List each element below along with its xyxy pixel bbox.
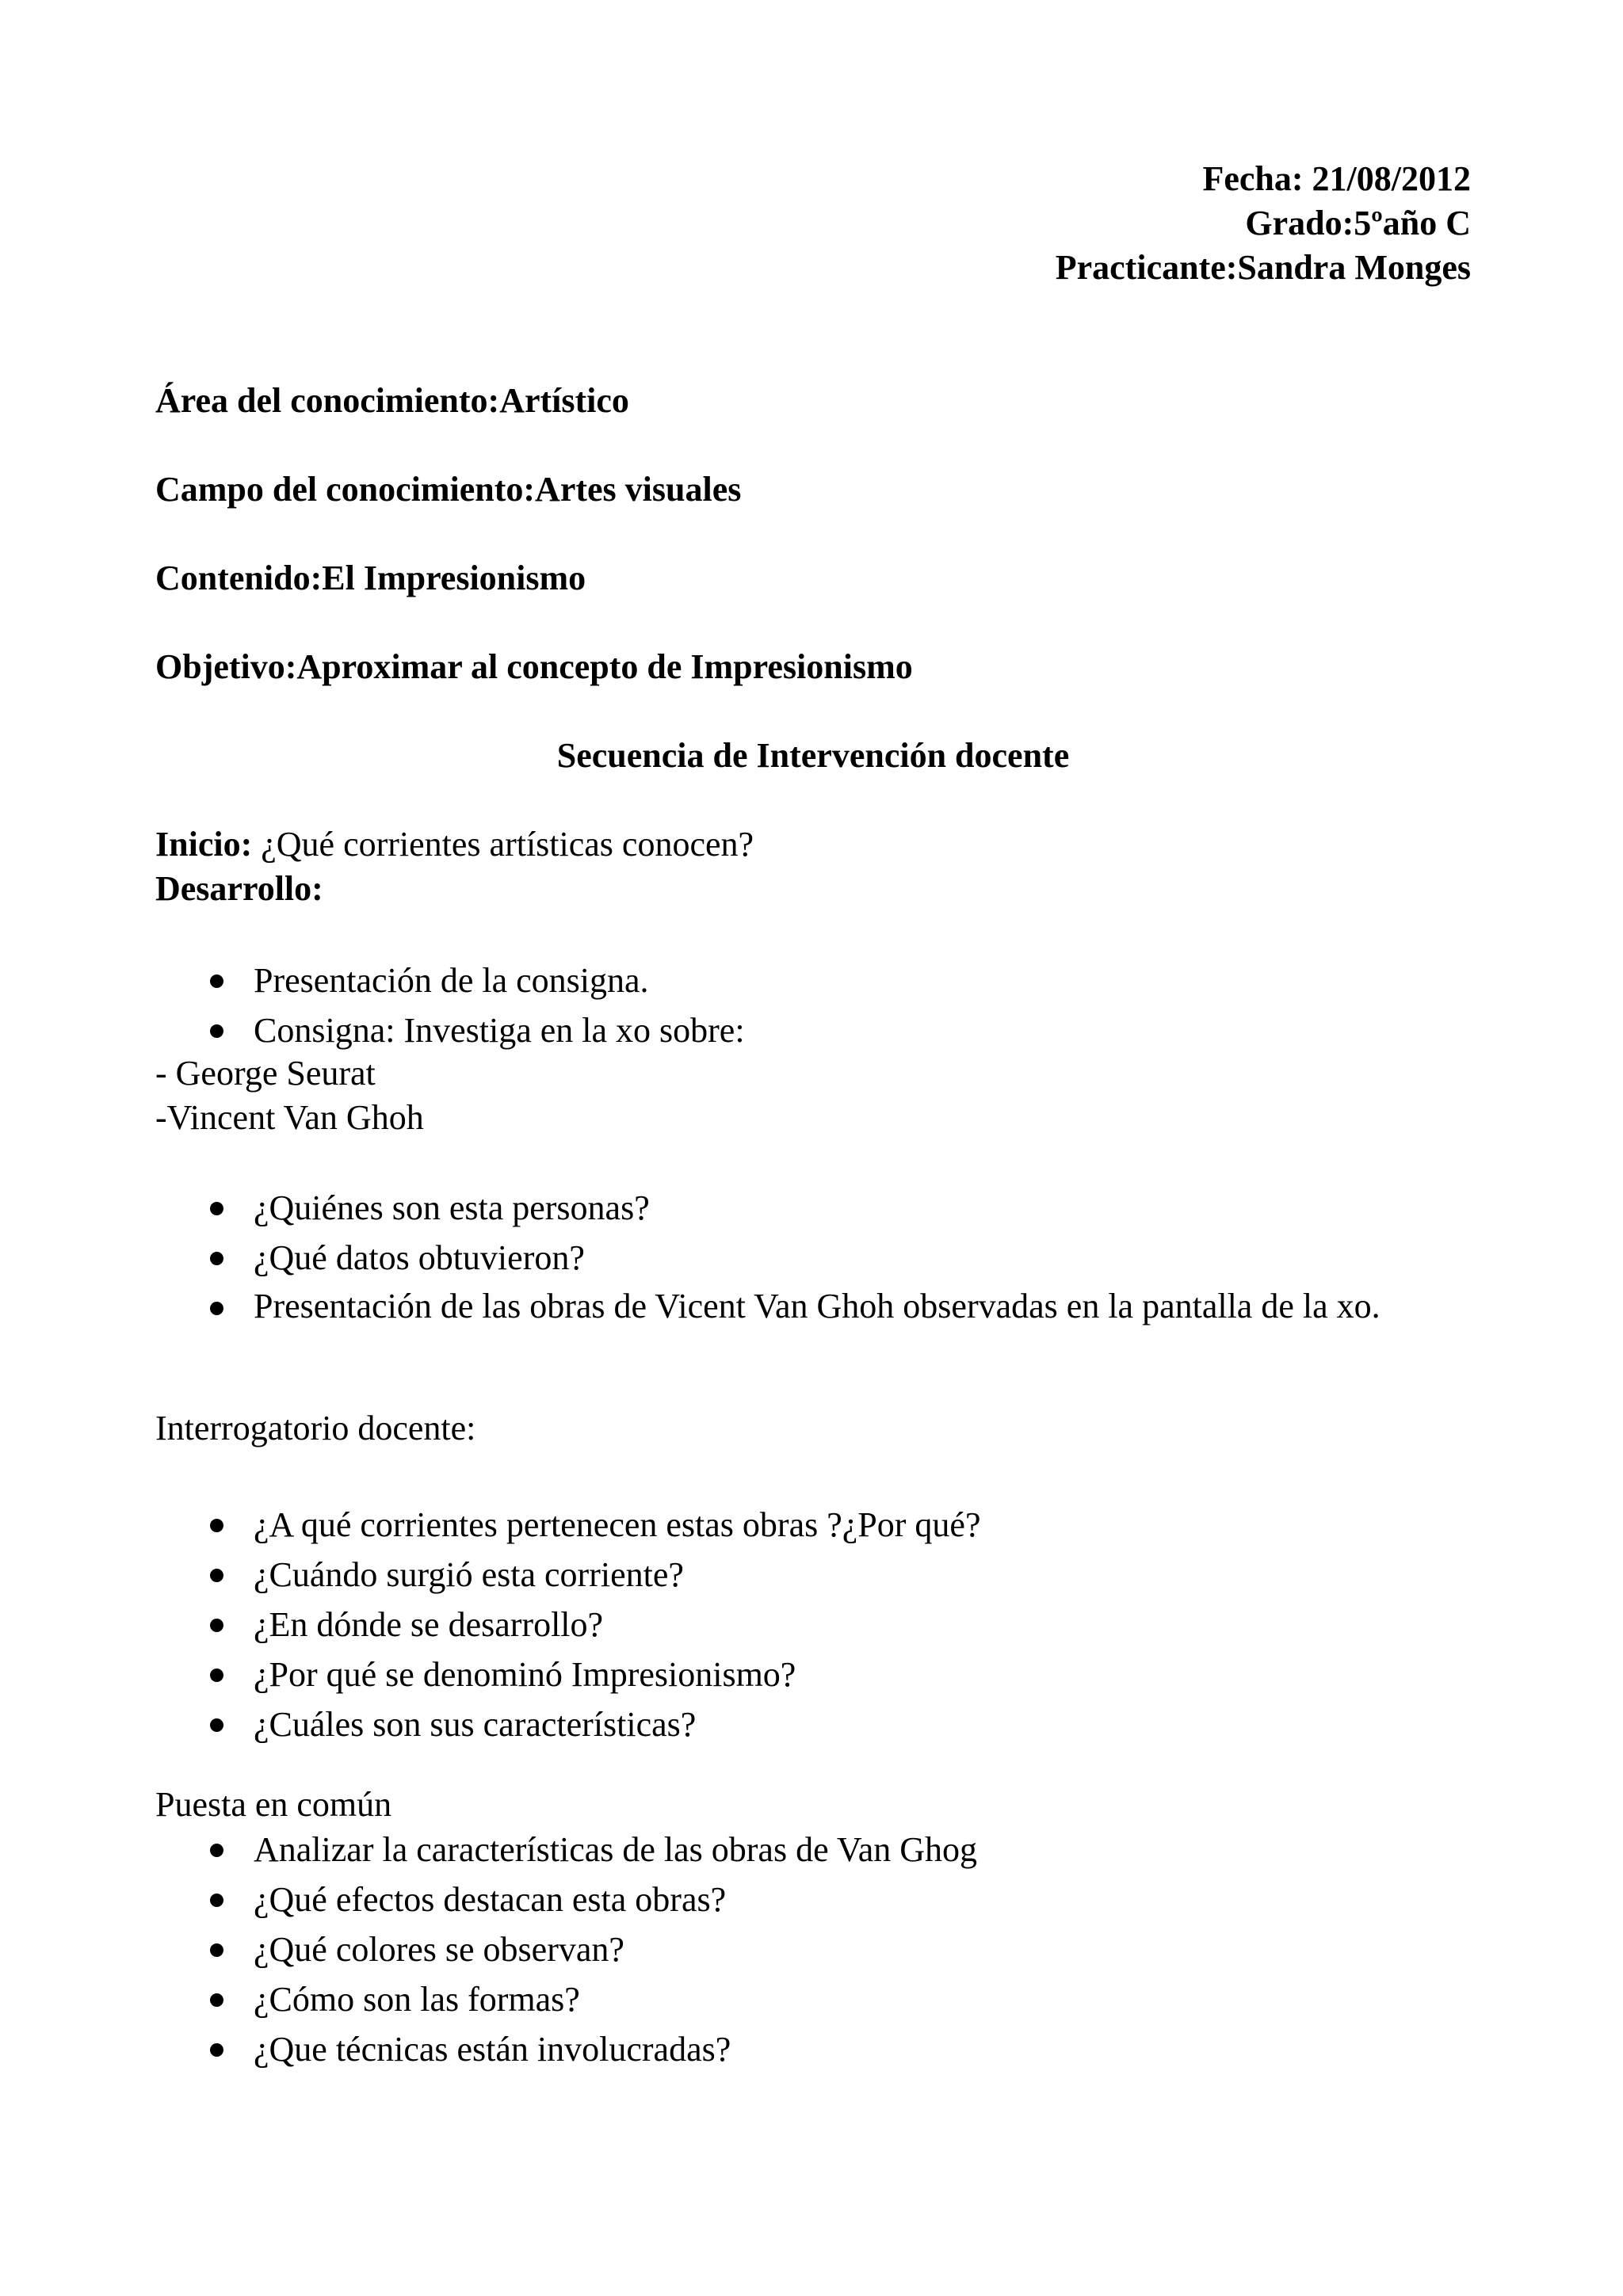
list-item: Consigna: Investiga en la xo sobre: xyxy=(155,1005,1471,1055)
list-item: ¿A qué corrientes pertenecen estas obras ?¿Por qué? xyxy=(155,1500,1471,1550)
list-item: ¿Cuáles son sus características? xyxy=(155,1699,1471,1749)
name-line: -Vincent Van Ghoh xyxy=(155,1098,424,1137)
content-line: Contenido:El Impresionismo xyxy=(155,559,586,597)
start-text: ¿Qué corrientes artísticas conocen? xyxy=(252,825,754,864)
names-block xyxy=(155,1051,1471,1140)
objective-line: Objetivo:Aproximar al concepto de Impresionismo xyxy=(155,647,913,686)
list-item: ¿Quiénes son esta personas? xyxy=(155,1183,1471,1233)
list-item: ¿Cómo son las formas? xyxy=(155,1974,1471,2024)
name-line: - George Seurat xyxy=(155,1054,376,1093)
list-item: Presentación de las obras de Vicent Van Ghoh observadas en la pantalla de la xo. xyxy=(155,1283,1471,1333)
list-item: ¿Qué datos obtuvieron? xyxy=(155,1233,1471,1283)
interrogation-label: Interrogatorio docente: xyxy=(155,1409,476,1447)
questions-list xyxy=(155,1183,1471,1333)
development-list xyxy=(155,955,1471,1055)
shared-discussion-label: Puesta en común xyxy=(155,1785,392,1824)
list-item: ¿Cuándo surgió esta corriente? xyxy=(155,1550,1471,1600)
document-header xyxy=(155,157,1471,290)
start-label: Inicio: xyxy=(155,825,253,864)
interrogation-list xyxy=(155,1500,1471,1749)
shared-discussion-list xyxy=(155,1825,1471,2074)
section-title: Secuencia de Intervención docente xyxy=(556,736,1070,775)
list-item: ¿Qué efectos destacan esta obras? xyxy=(155,1875,1471,1924)
date-line: Fecha: 21/08/2012 xyxy=(1202,159,1471,198)
start-line xyxy=(155,822,1471,867)
list-item: Analizar la características de las obras de Van Ghog xyxy=(155,1825,1471,1875)
list-item: ¿Que técnicas están involucradas? xyxy=(155,2024,1471,2074)
list-item: ¿En dónde se desarrollo? xyxy=(155,1600,1471,1650)
trainee-line: Practicante:Sandra Monges xyxy=(1055,248,1471,287)
field-line: Campo del conocimiento:Artes visuales xyxy=(155,470,742,509)
area-line: Área del conocimiento:Artístico xyxy=(155,381,629,420)
list-item: Presentación de la consigna. xyxy=(155,955,1471,1005)
list-item: ¿Qué colores se observan? xyxy=(155,1924,1471,1974)
list-item: ¿Por qué se denominó Impresionismo? xyxy=(155,1650,1471,1699)
grade-line: Grado:5ºaño C xyxy=(1245,204,1471,242)
development-label: Desarrollo: xyxy=(155,869,323,908)
